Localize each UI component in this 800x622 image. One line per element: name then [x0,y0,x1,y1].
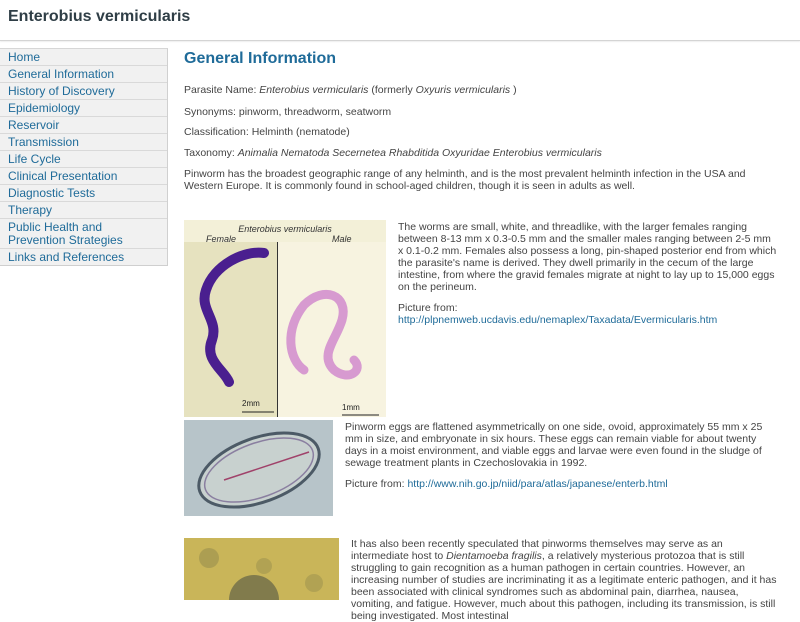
female-scale-label: 2mm [242,399,260,408]
sidebar-item-reservoir[interactable]: Reservoir [0,117,167,134]
dientamoeba-text [351,538,781,622]
worms-picture-link[interactable]: http://plpnemweb.ucdavis.edu/nemaplex/Taxadata/Evermicularis.htm [398,314,718,326]
eggs-picture-credit [345,478,780,490]
sidebar-item-epidemiology[interactable]: Epidemiology [0,100,167,117]
taxonomy [184,147,602,159]
sidebar-item-therapy[interactable]: Therapy [0,202,167,219]
picture-from-label: Picture from: [398,302,458,314]
main-content [184,48,784,622]
site-title: Enterobius vermicularis [8,8,191,25]
male-label: Male [332,234,352,244]
sidebar-item-transmission[interactable]: Transmission [0,134,167,151]
male-scale-label: 1mm [342,403,360,412]
worms-illustration [184,220,386,417]
sidebar-nav [0,48,168,266]
sidebar-item-general-information[interactable]: General Information [0,66,167,83]
page-title: General Information [184,50,337,67]
synonyms: Synonyms: pinworm, threadworm, seatworm [184,106,392,118]
classification: Classification: Helminth (nematode) [184,126,350,138]
dientamoeba-image [184,538,339,600]
parasite-name-value: Enterobius vermicularis [259,84,369,96]
formerly-suffix: ) [510,84,517,96]
taxonomy-label: Taxonomy: [184,147,238,159]
egg-image [184,420,333,516]
dientamoeba-text-pre: It has also been recently speculated that pinworms themselves may serve as an intermediate host to [351,538,723,562]
image-caption: Enterobius vermicularis [238,224,332,234]
formerly-prefix: (formerly [368,84,416,96]
site-header [0,0,800,41]
dientamoeba-name: Dientamoeba fragilis [446,550,542,562]
female-label: Female [206,234,237,244]
dientamoeba-text-post: , a relatively mysterious protozoa that is still struggling to gain recognition as a human pathogen in certain countries. However, an increasing number of studies are incriminating it as a legitimate enteric pathogen, and it has been associated with clinical syndromes such as abdominal pain, diarrhea, nausea, vomiting, and fatigue. However, much about this pathogen, including its transmission, is still being investigated. Most intestinal [351,550,777,622]
sidebar-item-public-health[interactable]: Public Health and Prevention Strategies [0,219,167,249]
picture-from-label: Picture from: [345,478,408,490]
egg-illustration [184,420,333,516]
worms-picture-credit [398,302,778,326]
dientamoeba-description [351,538,781,622]
sidebar-item-life-cycle[interactable]: Life Cycle [0,151,167,168]
parasite-name [184,84,517,96]
sidebar-item-diagnostic-tests[interactable]: Diagnostic Tests [0,185,167,202]
formerly-name: Oxyuris vermicularis [415,84,511,96]
worms-description [398,221,778,326]
dientamoeba-illustration [184,538,339,600]
eggs-text: Pinworm eggs are flattened asymmetrically on one side, ovoid, approximately 55 mm x 25 mm in size, and embryonate in six hours. These eggs can remain viable for about twenty days in a moist environment, and viable eggs and larvae were even found in the sludge of sewage treatment plants in Czechoslovakia in 1992. [345,421,763,469]
taxonomy-value: Animalia Nematoda Secernetea Rhabditida Oxyuridae Enterobius vermicularis [237,147,602,159]
worms-text: The worms are small, white, and threadlike, with the larger females ranging between 8-13 mm x 0.3-0.5 mm and the smaller males ranging between 2-5 mm x 0.1-0.2 mm. Females also possess a long, pin-shaped posterior end from which the parasite's name is derived. They dwell primarily in the cecum of the large intestine, from where the gravid females migrate at night to lay up to 15,000 eggs on the perineum. [398,221,777,293]
parasite-name-label: Parasite Name: [184,84,260,96]
sidebar-item-links-and-references[interactable]: Links and References [0,249,167,265]
sidebar-item-clinical-presentation[interactable]: Clinical Presentation [0,168,167,185]
intro-paragraph: Pinworm has the broadest geographic range of any helminth, and is the most prevalent helminth infection in the USA and Western Europe. It is commonly found in school-aged children, though it is seen in adults as well. [184,168,746,192]
worm-image [184,220,386,417]
sidebar-item-home[interactable]: Home [0,49,167,66]
eggs-description [345,421,780,490]
sidebar-item-history-of-discovery[interactable]: History of Discovery [0,83,167,100]
eggs-picture-link[interactable]: http://www.nih.go.jp/niid/para/atlas/japanese/enterb.html [407,478,668,490]
